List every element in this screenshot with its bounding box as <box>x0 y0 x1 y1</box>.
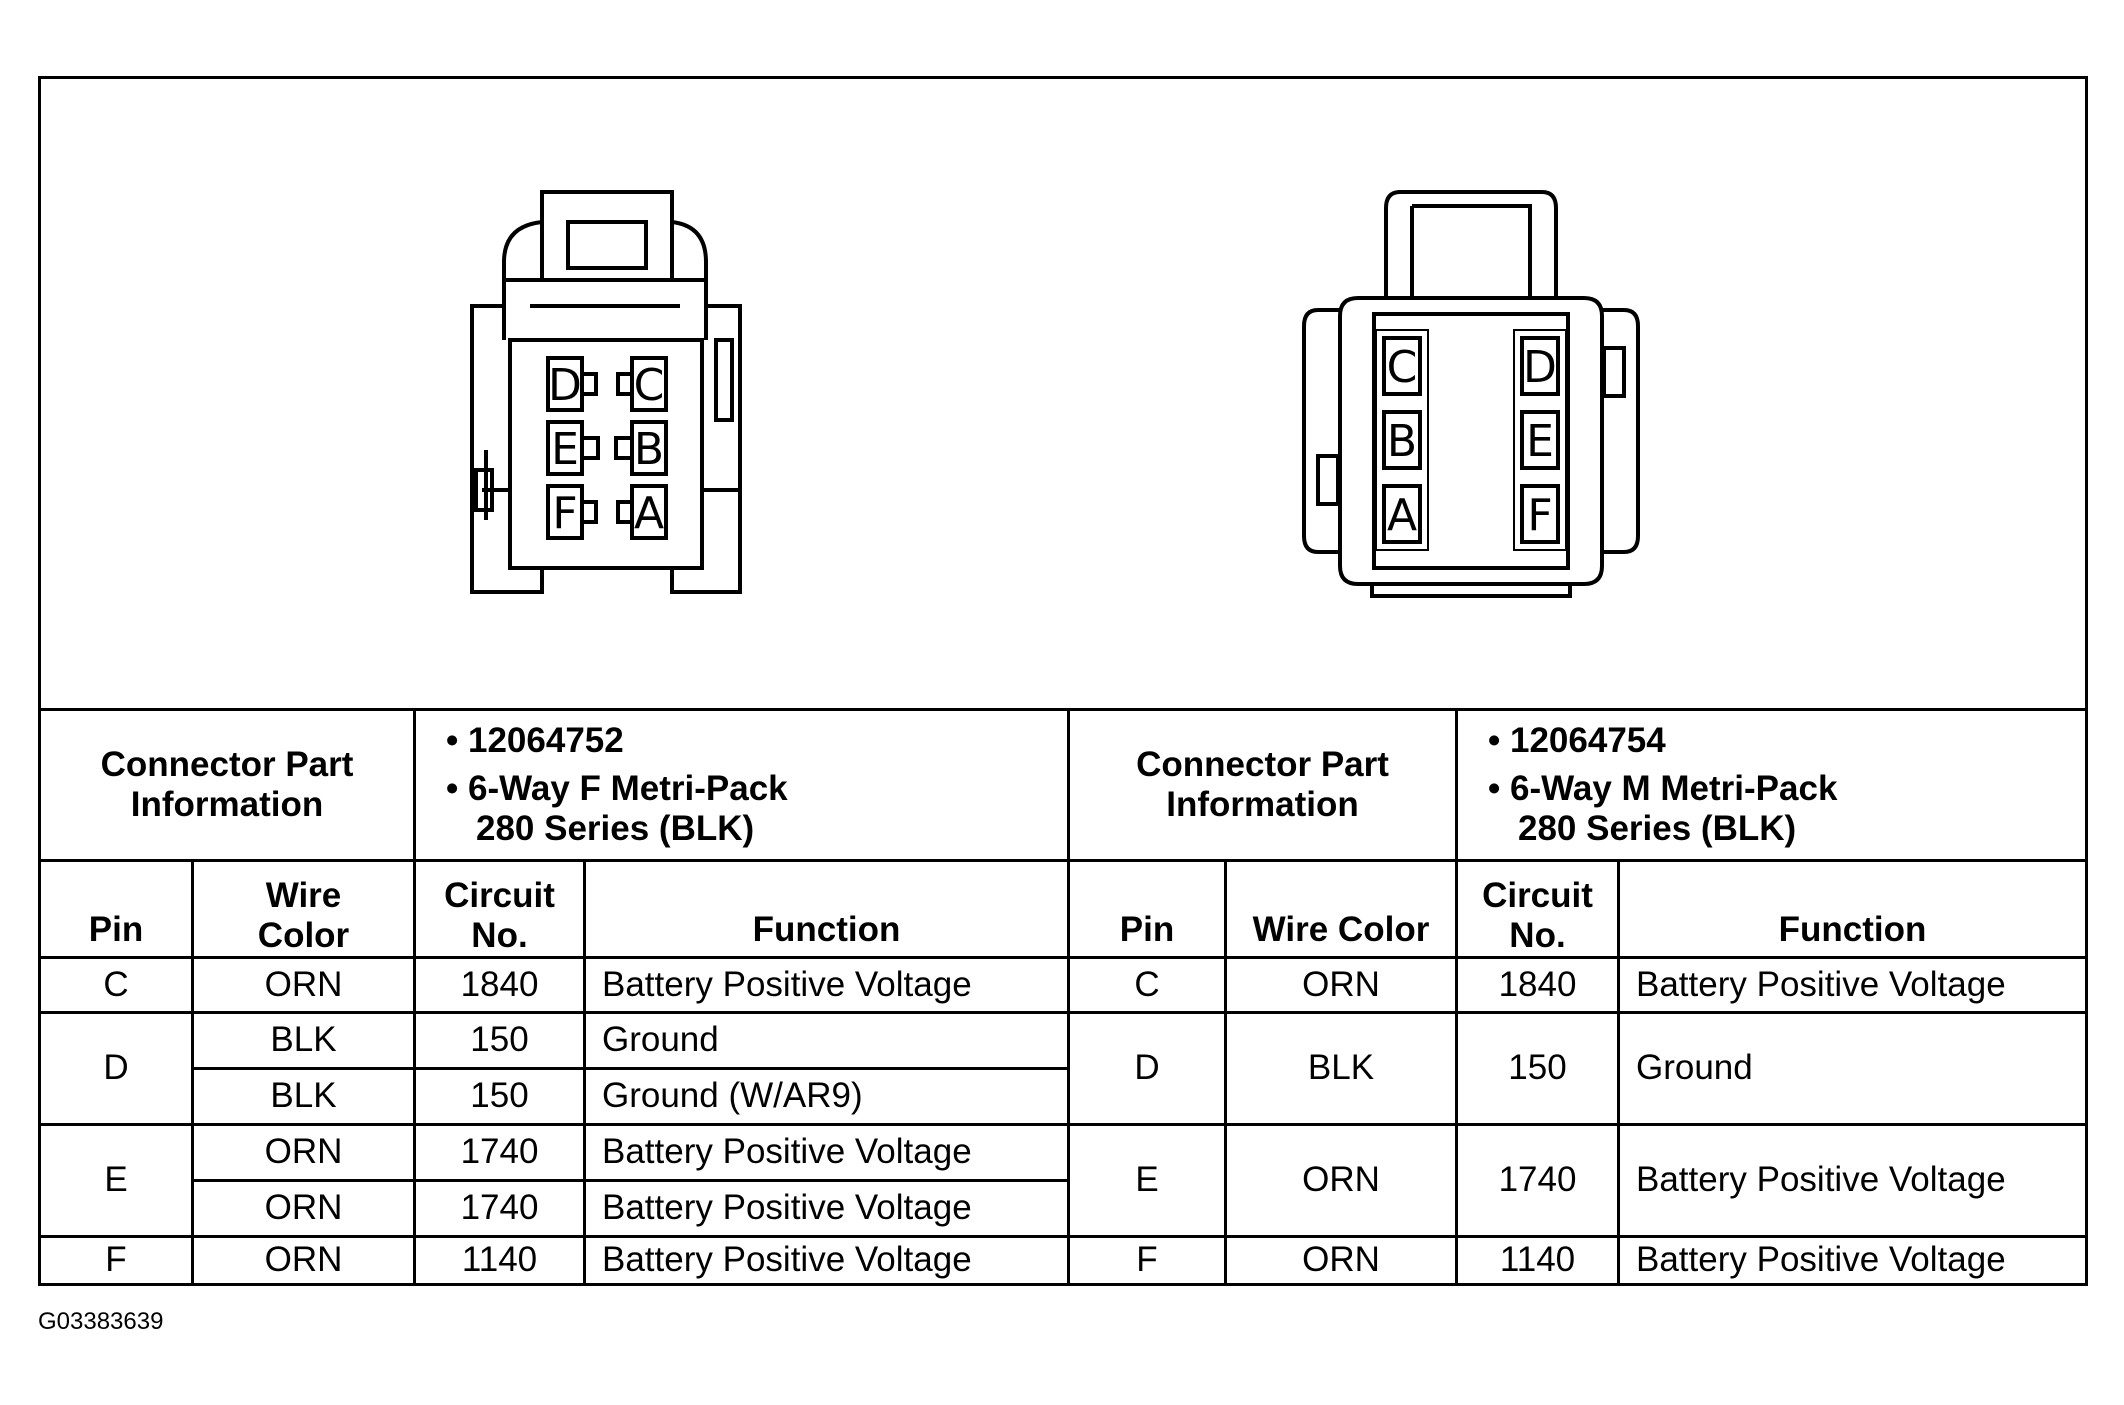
right-row-d-circuit: 150 <box>1455 1011 1620 1126</box>
left-row-f-circuit: 1140 <box>413 1235 586 1286</box>
female-pin-label-3: E <box>551 424 579 475</box>
right-row-e-color: ORN <box>1224 1123 1458 1238</box>
male-pin-label-4: E <box>1526 416 1554 467</box>
right-info-label: Connector Part Information <box>1067 708 1458 862</box>
male-pin-label-6: F <box>1527 490 1553 541</box>
right-row-c-circuit: 1840 <box>1455 956 1620 1014</box>
left-header-pin: Pin <box>38 859 194 959</box>
left-row-c-color: ORN <box>191 956 416 1014</box>
left-row-f-pin: F <box>38 1235 194 1286</box>
male-pin-label-5: A <box>1386 490 1418 541</box>
left-row-f-function: Battery Positive Voltage <box>583 1235 1070 1286</box>
right-row-f-pin: F <box>1067 1235 1227 1286</box>
right-row-c-color: ORN <box>1224 956 1458 1014</box>
left-header-function: Function <box>583 859 1070 959</box>
left-row-e2-circuit: 1740 <box>413 1179 586 1238</box>
left-row-d1-circuit: 150 <box>413 1011 586 1070</box>
male-connector-drawing <box>1304 192 1638 596</box>
left-row-d1-color: BLK <box>191 1011 416 1070</box>
left-description-1: 6-Way F Metri-Pack <box>468 768 788 808</box>
left-row-e1-function: Battery Positive Voltage <box>583 1123 1070 1182</box>
right-row-f-circuit: 1140 <box>1455 1235 1620 1286</box>
female-pin-label-5: F <box>552 488 578 539</box>
left-row-d2-color: BLK <box>191 1067 416 1126</box>
male-pin-label-3: B <box>1386 416 1418 467</box>
left-row-e1-color: ORN <box>191 1123 416 1182</box>
female-pin-label-4: B <box>633 424 665 475</box>
right-row-c-function: Battery Positive Voltage <box>1617 956 2088 1014</box>
female-pin-label-1: D <box>548 360 582 411</box>
right-row-d-function: Ground <box>1617 1011 2088 1126</box>
left-row-c-pin: C <box>38 956 194 1014</box>
right-row-e-function: Battery Positive Voltage <box>1617 1123 2088 1238</box>
left-header-circuit: Circuit No. <box>413 859 586 959</box>
right-row-e-pin: E <box>1067 1123 1227 1238</box>
left-row-d-pin: D <box>38 1011 194 1126</box>
figure-id: G03383639 <box>38 1308 164 1335</box>
male-pin-label-1: C <box>1386 342 1418 393</box>
left-row-d2-circuit: 150 <box>413 1067 586 1126</box>
right-row-d-pin: D <box>1067 1011 1227 1126</box>
left-row-d2-function: Ground (W/AR9) <box>583 1067 1070 1126</box>
left-header-wire-color: Wire Color <box>191 859 416 959</box>
left-part-number: 12064752 <box>468 720 624 760</box>
left-row-e2-function: Battery Positive Voltage <box>583 1179 1070 1238</box>
right-description-1: 6-Way M Metri-Pack <box>1510 768 1838 808</box>
left-row-c-function: Battery Positive Voltage <box>583 956 1070 1014</box>
left-row-e2-color: ORN <box>191 1179 416 1238</box>
left-row-e-pin: E <box>38 1123 194 1238</box>
female-pin-label-2: C <box>633 360 665 411</box>
left-row-f-color: ORN <box>191 1235 416 1286</box>
right-row-e-circuit: 1740 <box>1455 1123 1620 1238</box>
right-description-2: 280 Series (BLK) <box>1518 809 1797 849</box>
left-description-2: 280 Series (BLK) <box>476 809 755 849</box>
female-connector-drawing <box>472 192 740 592</box>
right-row-f-color: ORN <box>1224 1235 1458 1286</box>
right-header-circuit: Circuit No. <box>1455 859 1620 959</box>
right-row-c-pin: C <box>1067 956 1227 1014</box>
female-pin-label-6: A <box>633 488 665 539</box>
right-header-pin: Pin <box>1067 859 1227 959</box>
right-header-function: Function <box>1617 859 2088 959</box>
right-header-wire-color: Wire Color <box>1224 859 1458 959</box>
male-pin-label-2: D <box>1523 342 1557 393</box>
right-row-f-function: Battery Positive Voltage <box>1617 1235 2088 1286</box>
right-row-d-color: BLK <box>1224 1011 1458 1126</box>
left-part-info: • 12064752 • 6-Way F Metri-Pack 280 Series (BLK) <box>413 708 1070 862</box>
left-row-c-circuit: 1840 <box>413 956 586 1014</box>
right-part-info: • 12064754 • 6-Way M Metri-Pack 280 Series (BLK) <box>1455 708 2088 862</box>
left-row-e1-circuit: 1740 <box>413 1123 586 1182</box>
right-part-number: 12064754 <box>1510 720 1666 760</box>
left-info-label: Connector Part Information <box>38 708 416 862</box>
left-row-d1-function: Ground <box>583 1011 1070 1070</box>
